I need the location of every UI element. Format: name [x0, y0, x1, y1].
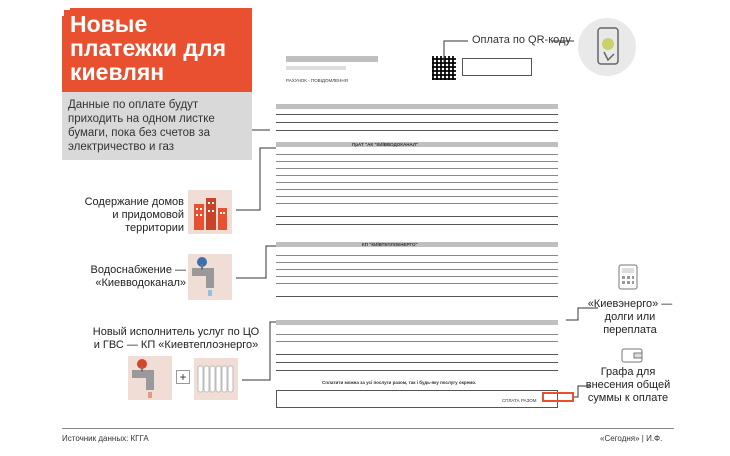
page-title: Новые платежки для киевлян — [70, 11, 227, 85]
receipt-heading: РАХУНОК - ПОВІДОМЛЕННЯ — [286, 78, 348, 83]
page-subtitle: Данные по оплате будут приходить на одном листке бумаги, пока без счетов за электричество и газ — [68, 99, 215, 153]
footer-source: Источник данных: КГГА — [62, 434, 149, 443]
callout-water: Водоснабжение — «Киевводоканал» — [90, 264, 186, 289]
total-line: Сплатити можна за усі послуги разом, так і будь-яку послугу окремо. — [322, 380, 477, 385]
callout-new-provider: Новый исполнитель услуг по ЦО и ГВС — КП «Киевтеплоэнерго» — [92, 326, 260, 351]
plus-icon: + — [176, 370, 190, 384]
callout-qr: Оплата по QR-коду — [472, 34, 571, 46]
footer-rule — [62, 428, 674, 429]
footer-credit: «Сегодня» | И.Ф. — [600, 434, 663, 443]
callout-total-field: Графа для внесения общей суммы к оплате — [585, 366, 671, 404]
section-water: ПрАТ "АК "КИЇВВОДОКАНАЛ" — [352, 142, 419, 147]
callout-kievenergo: «Киевэнерго» — долги или переплата — [587, 298, 673, 336]
total-to-pay-label: СПЛАТА РАЗОМ — [502, 398, 537, 403]
section-heat: КП "КИЇВТЕПЛОЕНЕРГО" — [362, 242, 418, 247]
callout-maintenance: Содержание домов и придомовой территории — [84, 196, 184, 234]
